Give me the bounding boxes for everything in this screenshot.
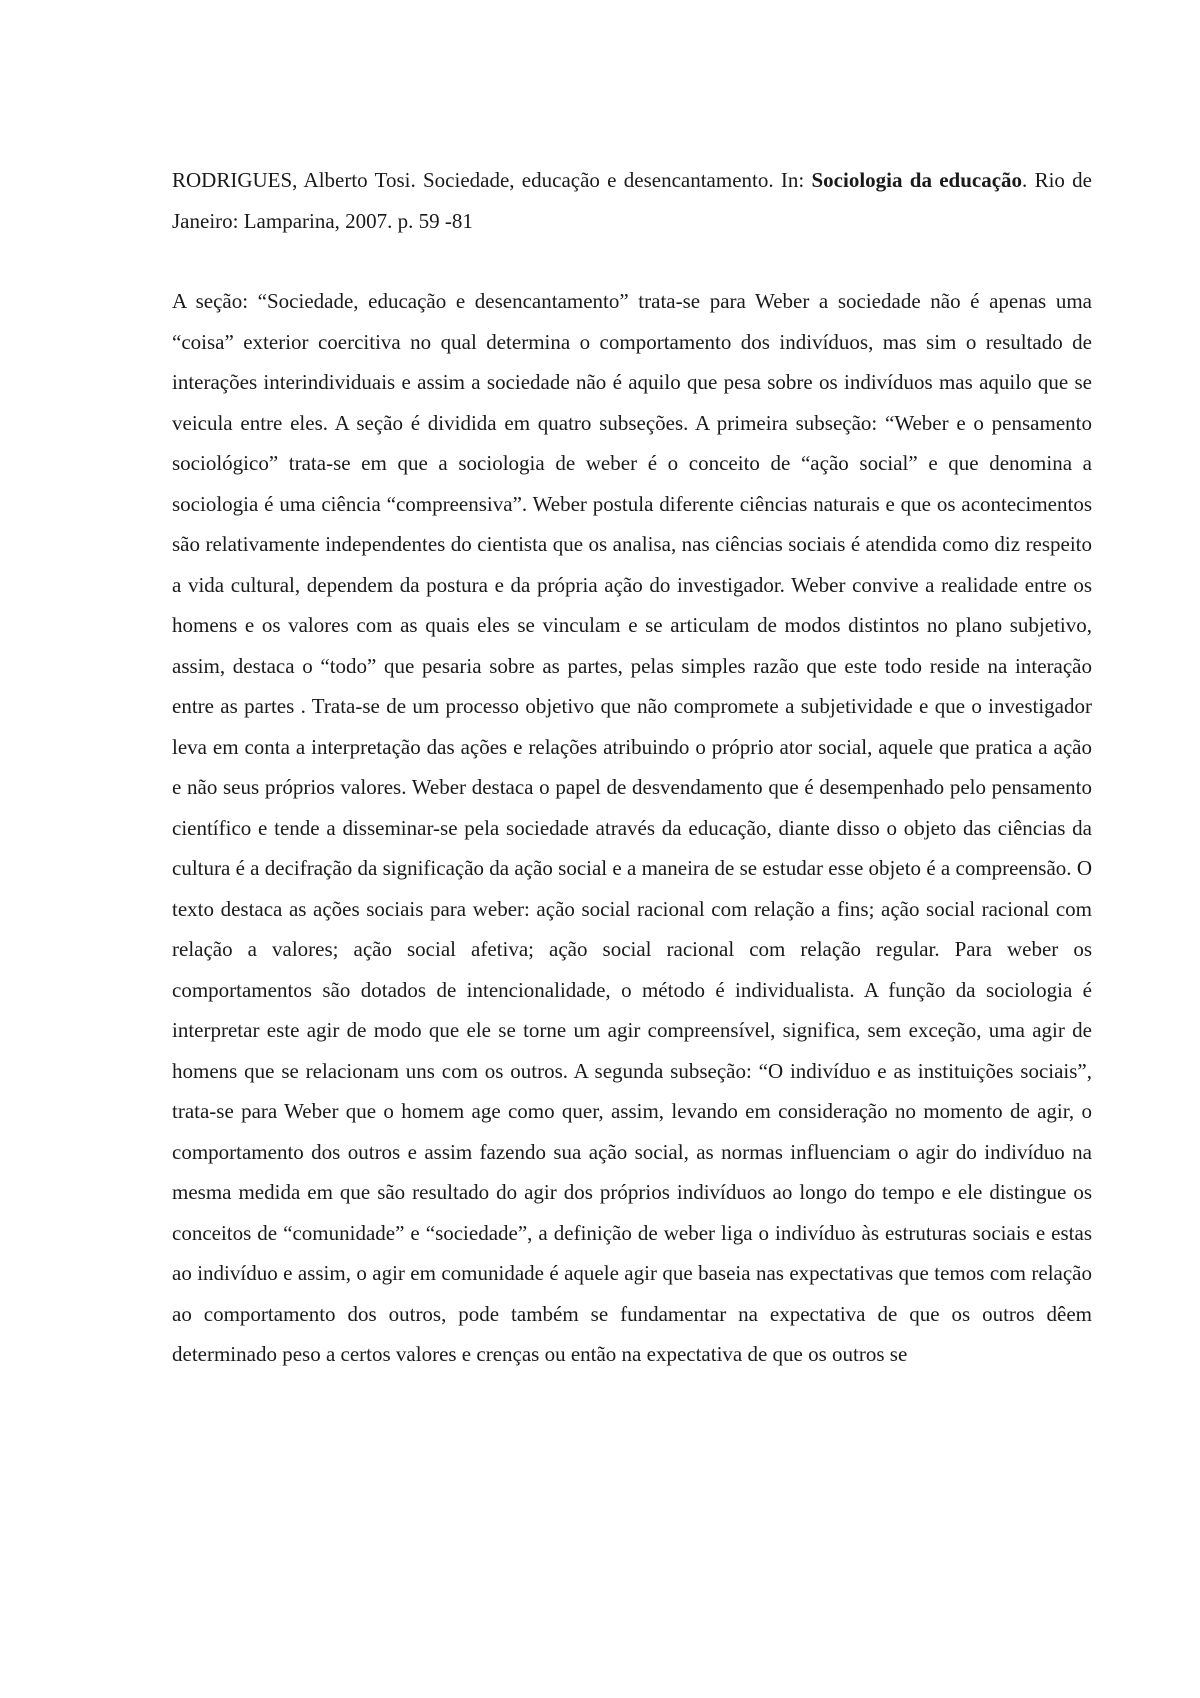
citation-book-title: Sociologia da educação [811, 168, 1023, 192]
citation-chapter: Sociedade, educação e desencantamento. In: [422, 168, 812, 192]
citation-author: RODRIGUES, Alberto Tosi. [172, 168, 416, 192]
summary-paragraph: A seção: “Sociedade, educação e desencantamento” trata-se para Weber a sociedade não é apenas uma “coisa” exterior coercitiva no qual determina o comportamento dos indivíduos, mas sim o resultado de interações interindividuais e assim a sociedade não é aquilo que pesa sobre os indivíduos mas aquilo que se veicula entre eles. A seção é dividida em quatro subseções. A primeira subseção: “Weber e o pensamento sociológico” trata-se em que a sociologia de weber é o conceito de “ação social” e que denomina a sociologia é uma ciência “compreensiva”. Weber postula diferente ciências naturais e que os acontecimentos são relativamente independentes do cientista que os analisa, nas ciências sociais é atendida como diz respeito a vida cultural, dependem da postura e da própria ação do investigador. Weber convive a realidade entre os homens e os valores com as quais eles se vinculam e se articulam de modos distintos no plano subjetivo, assim, destaca o “todo” que pesaria sobre as partes, pelas simples razão que este todo reside na interação entre as partes . Trata-se de um processo objetivo que não compromete a subjetividade e que o investigador leva em conta a interpretação das ações e relações atribuindo o próprio ator social, aquele que pratica a ação e não seus próprios valores. Weber destaca o papel de desvendamento que é desempenhado pelo pensamento científico e tende a disseminar-se pela sociedade através da educação, diante disso o objeto das ciências da cultura é a decifração da significação da ação social e a maneira de se estudar esse objeto é a compreensão. O texto destaca as ações sociais para weber: ação social racional com relação a fins; ação social racional com relação a valores; ação social afetiva; ação social racional com relação regular. Para weber os comportamentos são dotados de intencionalidade, o método é individualista. A função da sociologia é interpretar este agir de modo que ele se torne um agir compreensível, significa, sem exceção, uma agir de homens que se relacionam uns com os outros. A segunda subseção: “O indivíduo e as instituições sociais”, trata-se para Weber que o homem age como quer, assim, levando em consideração no momento de agir, o comportamento dos outros e assim fazendo sua ação social, as normas influenciam o agir do indivíduo na mesma medida em que são resultado do agir dos próprios indivíduos ao longo do tempo e ele distingue os conceitos de “comunidade” e “sociedade”, a definição de weber liga o indivíduo às estruturas sociais e estas ao indivíduo e assim, o agir em comunidade é aquele agir que baseia nas expectativas que temos com relação ao comportamento dos outros, pode também se fundamentar na expectativa de que os outros dêem determinado peso a certos valores e crenças ou então na expectativa de que os outros se [172, 289, 1092, 1366]
bibliographic-citation [172, 160, 1092, 241]
citation-publication: . Rio de Janeiro: Lamparina, 2007. p. 59 -81 [172, 168, 1093, 233]
